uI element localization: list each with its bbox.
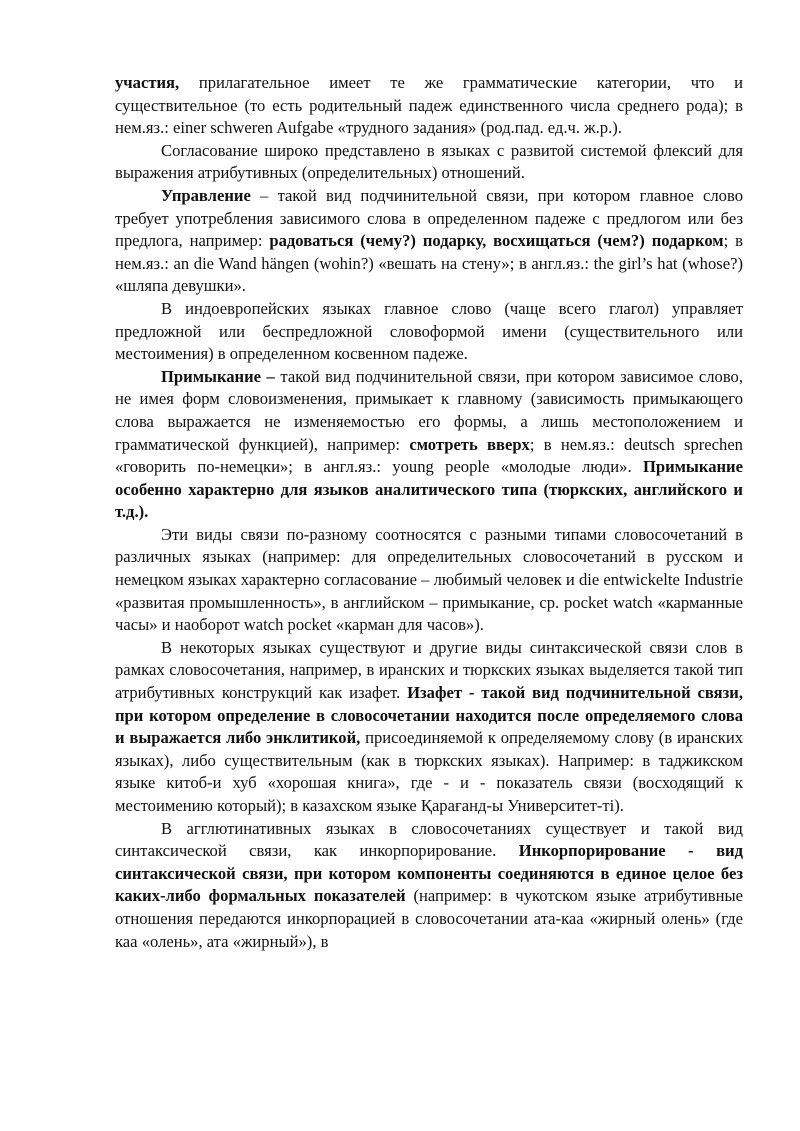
paragraph xyxy=(115,185,743,298)
text-run: В индоевропейских языках главное слово (чаще всего глагол) управляет предложной или беспредложной словоформой имени (существительного или местоимения) в определенном косвенном падеже. xyxy=(115,298,743,364)
text-run: ; в нем.яз.: deutsch sprechen «говорить по-немецки»; в англ.яз.: young people «молодые люди». xyxy=(115,434,743,477)
bold-term: участия, xyxy=(115,73,180,92)
bold-term: смотреть вверх xyxy=(409,434,530,454)
paragraph xyxy=(115,637,743,818)
paragraph xyxy=(115,524,743,637)
text-run: присоединяемой к определяемому слову (в иранских языках), либо существительным (как в тюркских языках). Например: в таджикском языке китоб-и хуб «хорошая книга», где - и - показатель связи (восходящий к местоимению который); в казахском языке Қарағанд-ы Университет-ті). xyxy=(115,728,743,815)
text-run: такой вид подчинительной связи, при котором зависимое слово, не имея форм словоизменения, примыкает к главному (зависимость примыкающего слова выражается не изменяемостью его формы, а лишь местоположением и грамматической функцией), например: xyxy=(115,366,743,454)
text-run: – такой вид подчинительной связи, при котором главное слово требует употребления зависимого слова в определенном падеже с предлогом или без предлога, например: xyxy=(115,185,743,251)
paragraph xyxy=(115,298,743,366)
text-run: прилагательное имеет те же грамматические категории, что и существительное (то есть родительный падеж единственного числа среднего рода); в нем.яз.: einer schweren Aufgabe «трудного задания» (род.пад. ед.ч. ж.р.). xyxy=(115,73,743,138)
bold-term: Изафет - такой вид подчинительной связи, при котором определение в словосочетании находится после определяемого слова и выражается либо энклитикой, xyxy=(115,683,743,748)
bold-term: Инкорпорирование - вид синтаксической связи, при котором компоненты соединяются в единое целое без каких-либо формальных показателей xyxy=(115,841,743,906)
text-run: ; в нем.яз.: an die Wand hängen (wohin?) «вешать на стену»; в англ.яз.: the girl’s hat (whose?) «шляпа девушки». xyxy=(115,231,743,296)
paragraph xyxy=(115,366,743,524)
bold-term: Управление xyxy=(161,185,251,205)
bold-term: радоваться (чему?) подарку, восхищаться (чем?) подарком xyxy=(269,231,724,251)
paragraph xyxy=(115,140,743,185)
text-run: В некоторых языках существуют и другие виды синтаксической связи слов в рамках словосочетания, например, в иранских и тюркских языках выделяется такой тип атрибутивных конструкций как изафет. xyxy=(115,637,743,703)
document-text xyxy=(115,72,743,953)
paragraph xyxy=(115,72,743,140)
text-run: (например: в чукотском языке атрибутивные отношения передаются инкорпорацией в словосочетании ата-каа «жирный олень» (где каа «олень», ата «жирный»), в xyxy=(115,886,743,951)
text-run: В агглютинативных языках в словосочетаниях существует и такой вид синтаксической связи, как инкорпорирование. xyxy=(115,818,743,861)
paragraph xyxy=(115,818,743,954)
text-run: Эти виды связи по-разному соотносятся с разными типами словосочетаний в различных языках (например: для определительных словосочетаний в русском и немецком языках характерно согласование – любимый человек и die entwickelte Industrie «развитая промышленность», в английском – примыкание, ср. pocket watch «карманные часы» и наоборот watch pocket «карман для часов»). xyxy=(115,524,743,635)
bold-term: Примыкание – xyxy=(161,366,275,386)
bold-term: Примыкание особенно характерно для языков аналитического типа (тюркских, английского и т.д.). xyxy=(115,457,743,522)
text-run: Согласование широко представлено в языках с развитой системой флексий для выражения атрибутивных (определительных) отношений. xyxy=(115,140,743,183)
